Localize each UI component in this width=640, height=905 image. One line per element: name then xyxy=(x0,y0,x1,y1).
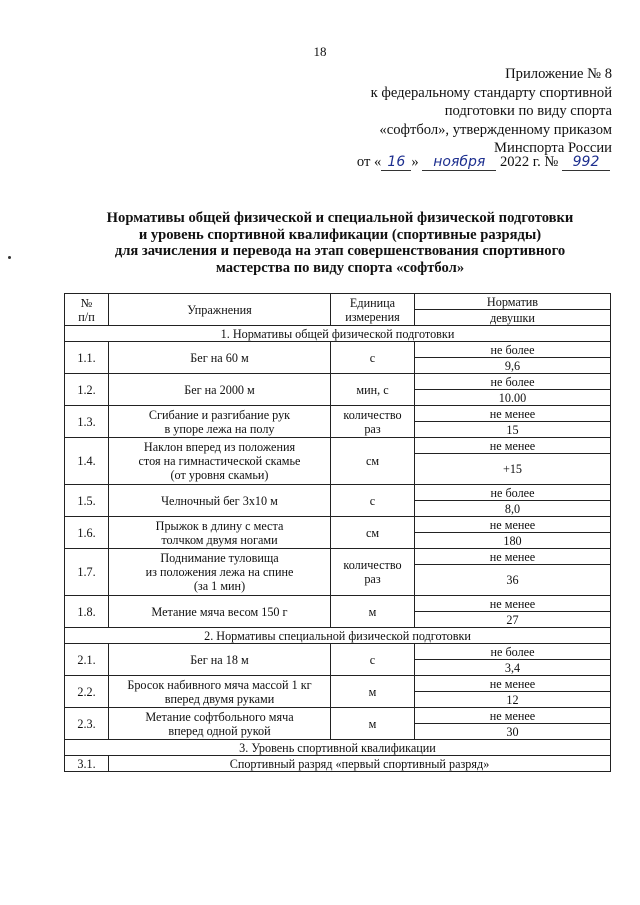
row-exercise: Бег на 18 м xyxy=(109,644,331,676)
title-line: Нормативы общей физической и специальной физической подготовки xyxy=(106,210,574,226)
title-line: для зачисления и перевода на этап совершенствования спортивного xyxy=(114,243,566,260)
row-qualifier: не менее xyxy=(415,676,611,692)
row-unit: с xyxy=(331,342,415,374)
row-unit: м xyxy=(331,708,415,740)
table-row xyxy=(65,756,611,772)
row-number: 1.5. xyxy=(65,485,109,517)
row-value: 12 xyxy=(415,692,611,708)
approval-year: 2022 г. № xyxy=(499,154,559,170)
section-title: 3. Уровень спортивной квалификации xyxy=(65,740,611,756)
row-number: 1.6. xyxy=(65,517,109,549)
table-row xyxy=(65,549,611,565)
row-unit: см xyxy=(331,438,415,485)
approval-mid: » xyxy=(411,154,419,170)
row-qualifier: не менее xyxy=(415,438,611,454)
row-number: 1.8. xyxy=(65,596,109,628)
table-row xyxy=(65,596,611,612)
table-row xyxy=(65,374,611,390)
row-exercise: Наклон вперед из положения стоя на гимнастической скамье (от уровня скамьи) xyxy=(109,438,331,485)
norms-table-body xyxy=(65,294,611,772)
header-norm: Норматив xyxy=(415,294,611,310)
row-qualifier: не менее xyxy=(415,406,611,422)
handwritten-order-number: 992 xyxy=(562,154,610,171)
handwritten-month: ноября xyxy=(422,154,496,171)
row-number: 2.3. xyxy=(65,708,109,740)
appendix-line: подготовки по виду спорта xyxy=(444,103,612,120)
row-unit: количество раз xyxy=(331,406,415,438)
appendix-block xyxy=(371,65,612,158)
header-unit: Единица измерения xyxy=(331,294,415,326)
header-num: № п/п xyxy=(65,294,109,326)
row-number: 2.2. xyxy=(65,676,109,708)
document-title xyxy=(50,210,630,276)
section-row xyxy=(65,326,611,342)
row-exercise: Сгибание и разгибание рук в упоре лежа на полу xyxy=(109,406,331,438)
row-number: 2.1. xyxy=(65,644,109,676)
row-qualifier: не менее xyxy=(415,596,611,612)
row-number: 1.2. xyxy=(65,374,109,406)
section-title: 2. Нормативы специальной физической подготовки xyxy=(65,628,611,644)
row-exercise: Бег на 2000 м xyxy=(109,374,331,406)
row-unit: см xyxy=(331,517,415,549)
row-exercise: Метание софтбольного мяча вперед одной рукой xyxy=(109,708,331,740)
row-unit: количество раз xyxy=(331,549,415,596)
appendix-line: к федеральному стандарту спортивной xyxy=(370,84,612,101)
row-exercise: Бег на 60 м xyxy=(109,342,331,374)
row-number: 3.1. xyxy=(65,756,109,772)
row-exercise: Челночный бег 3х10 м xyxy=(109,485,331,517)
title-line: и уровень спортивной квалификации (спортивные разряды) xyxy=(138,226,542,243)
row-number: 1.7. xyxy=(65,549,109,596)
row-unit: мин, с xyxy=(331,374,415,406)
section-title: 1. Нормативы общей физической подготовки xyxy=(65,326,611,342)
row-qualifier: не более xyxy=(415,485,611,501)
row-qualifier: не менее xyxy=(415,517,611,533)
row-span-text: Спортивный разряд «первый спортивный разряд» xyxy=(109,756,611,772)
row-exercise: Метание мяча весом 150 г xyxy=(109,596,331,628)
row-exercise: Прыжок в длину с места толчком двумя ногами xyxy=(109,517,331,549)
header-girls: девушки xyxy=(415,310,611,326)
row-number: 1.4. xyxy=(65,438,109,485)
row-exercise: Бросок набивного мяча массой 1 кг вперед двумя руками xyxy=(109,676,331,708)
scan-dot xyxy=(8,256,11,259)
table-row xyxy=(65,438,611,454)
row-qualifier: не более xyxy=(415,342,611,358)
row-value: 9,6 xyxy=(415,358,611,374)
appendix-line: «софтбол», утвержденному приказом xyxy=(379,121,612,138)
table-row xyxy=(65,644,611,660)
row-unit: м xyxy=(331,676,415,708)
approval-prefix: от « xyxy=(356,154,382,170)
row-value: 8,0 xyxy=(415,501,611,517)
row-unit: м xyxy=(331,596,415,628)
row-value: 3,4 xyxy=(415,660,611,676)
section-row xyxy=(65,740,611,756)
handwritten-day: 16 xyxy=(381,154,411,171)
row-qualifier: не менее xyxy=(415,708,611,724)
row-unit: с xyxy=(331,644,415,676)
row-value: 27 xyxy=(415,612,611,628)
table-row xyxy=(65,676,611,692)
table-row xyxy=(65,708,611,724)
table-header-row xyxy=(65,294,611,310)
row-qualifier: не менее xyxy=(415,549,611,565)
row-number: 1.3. xyxy=(65,406,109,438)
row-value: 180 xyxy=(415,533,611,549)
row-value: 15 xyxy=(415,422,611,438)
page-number: 18 xyxy=(313,44,327,59)
header-exercise: Упражнения xyxy=(109,294,331,326)
table-row xyxy=(65,485,611,501)
row-value: 30 xyxy=(415,724,611,740)
table-row xyxy=(65,517,611,533)
approval-line xyxy=(357,154,610,171)
appendix-line: Приложение № 8 xyxy=(505,66,612,82)
norms-table xyxy=(64,293,611,772)
row-qualifier: не более xyxy=(415,644,611,660)
row-exercise: Поднимание туловища из положения лежа на спине (за 1 мин) xyxy=(109,549,331,596)
title-line: мастерства по виду спорта «софтбол» xyxy=(215,259,465,276)
table-row xyxy=(65,342,611,358)
row-value: 10.00 xyxy=(415,390,611,406)
row-unit: с xyxy=(331,485,415,517)
row-value: +15 xyxy=(415,454,611,485)
row-value: 36 xyxy=(415,565,611,596)
row-number: 1.1. xyxy=(65,342,109,374)
appendix-line: Минспорта России xyxy=(494,140,612,157)
row-qualifier: не более xyxy=(415,374,611,390)
table-row xyxy=(65,406,611,422)
section-row xyxy=(65,628,611,644)
